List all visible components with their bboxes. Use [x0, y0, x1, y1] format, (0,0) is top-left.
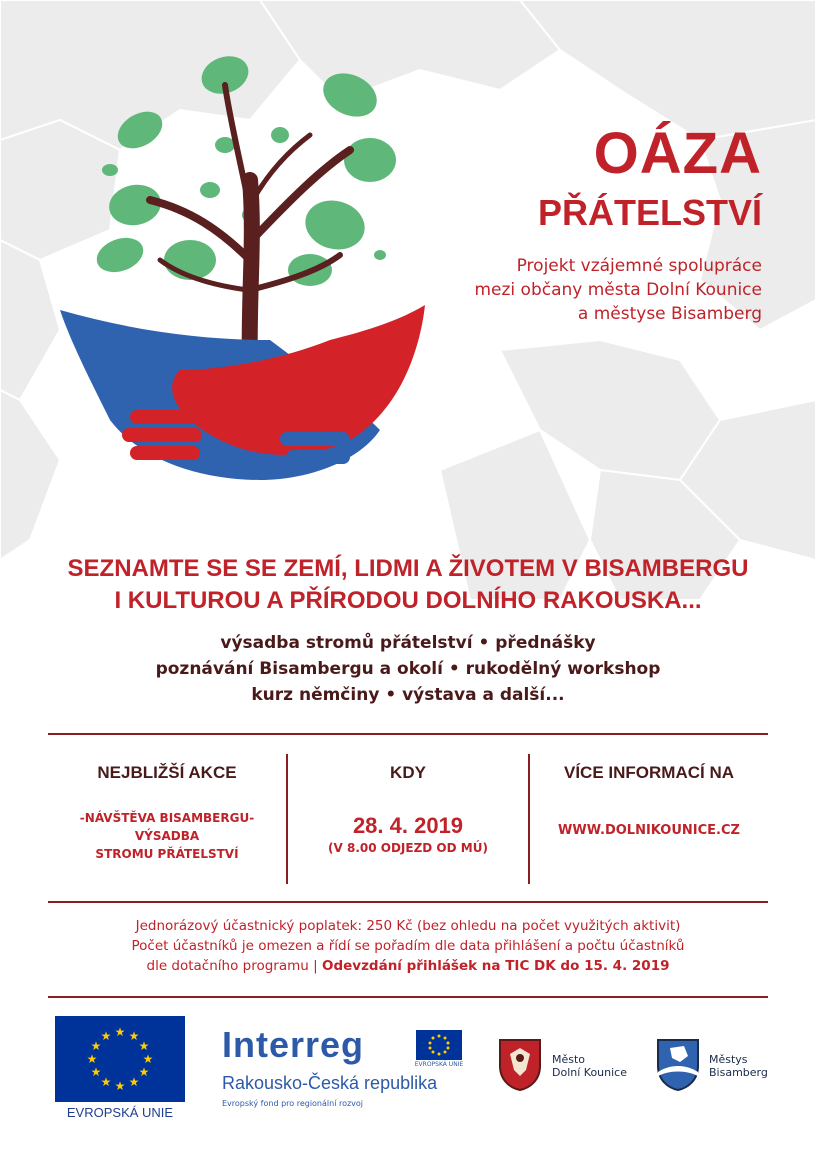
eu-flag-icon	[55, 1016, 185, 1102]
project-subtitle	[474, 254, 762, 326]
svg-text:★: ★	[114, 1025, 126, 1039]
svg-text:★: ★	[138, 1065, 150, 1079]
divider-middle	[48, 901, 768, 903]
main-headline	[0, 553, 816, 617]
crest-label-line: Město	[552, 1053, 586, 1066]
subtitle-line: Projekt vzájemné spolupráce	[516, 256, 762, 276]
svg-text:★: ★	[128, 1075, 140, 1089]
more-info-column	[530, 763, 768, 838]
next-event-column	[48, 763, 286, 863]
svg-text:★: ★	[90, 1039, 102, 1053]
deadline-note	[0, 956, 816, 976]
dolni-kounice-label	[552, 1053, 627, 1079]
svg-text:★: ★	[114, 1079, 126, 1093]
crest-label-line: Dolní Kounice	[552, 1066, 627, 1079]
svg-text:★: ★	[128, 1029, 140, 1043]
title-oaza: OÁZA	[593, 121, 762, 186]
activities-line: kurz němčiny • výstava a další...	[251, 685, 565, 705]
dolni-kounice-crest-icon	[496, 1036, 544, 1092]
next-event-heading: NEJBLIŽŠÍ AKCE	[97, 763, 237, 782]
interreg-flag-label: EVROPSKÁ UNIE	[414, 1061, 464, 1068]
interreg-subtitle: Rakousko-Česká republika	[222, 1073, 438, 1093]
activities-line: výsadba stromů přátelství • přednášky	[220, 633, 596, 653]
when-heading: KDY	[390, 763, 426, 782]
divider-top	[48, 733, 768, 735]
next-event-name	[48, 809, 286, 863]
subtitle-line: a městyse Bisamberg	[577, 304, 762, 324]
interreg-fund-label: Evropský fond pro regionální rozvoj	[222, 1099, 364, 1108]
fee-note: Jednorázový účastnický poplatek: 250 Kč (bez ohledu na počet využitých aktivit)	[135, 918, 681, 934]
svg-text:★: ★	[86, 1052, 98, 1066]
svg-text:★: ★	[100, 1029, 112, 1043]
headline-line: SEZNAMTE SE SE ZEMÍ, LIDMI A ŽIVOTEM V BISAMBERGU	[67, 555, 749, 582]
eu-label: EVROPSKÁ UNIE	[66, 1105, 174, 1120]
event-line: -NÁVŠTĚVA BISAMBERGU-	[79, 811, 255, 825]
crest-label-line: Městys	[709, 1053, 748, 1066]
more-info-heading: VÍCE INFORMACÍ NA	[564, 763, 734, 782]
interreg-eu-flag-icon	[416, 1030, 462, 1060]
activities-list	[0, 630, 816, 708]
divider-bottom	[48, 996, 768, 998]
bisamberg-crest-icon	[654, 1036, 702, 1092]
event-line: STROMU PŘÁTELSTVÍ	[95, 847, 239, 861]
svg-text:★: ★	[142, 1052, 154, 1066]
event-date: 28. 4. 2019	[352, 813, 464, 838]
activities-line: poznávání Bisambergu a okolí • rukodělný workshop	[155, 659, 661, 679]
when-column	[288, 763, 528, 855]
bisamberg-label	[709, 1053, 768, 1079]
application-deadline: Odevzdání přihlášek na TIC DK do 15. 4. 2019	[321, 958, 670, 974]
friendship-tree-handshake-logo	[50, 40, 450, 510]
crest-label-line: Bisamberg	[709, 1066, 768, 1079]
program-note: dle dotačního programu |	[146, 958, 322, 974]
svg-text:★: ★	[90, 1065, 102, 1079]
headline-line: I KULTUROU A PŘÍRODOU DOLNÍHO RAKOUSKA...	[114, 587, 702, 614]
subtitle-line: mezi občany města Dolní Kounice	[474, 280, 762, 300]
svg-text:★: ★	[138, 1039, 150, 1053]
svg-text:★: ★	[100, 1075, 112, 1089]
interreg-logo-text: Interreg	[222, 1024, 365, 1065]
departure-note: (V 8.00 ODJEZD OD MÚ)	[328, 841, 488, 855]
event-line: VÝSADBA	[134, 829, 200, 843]
capacity-note: Počet účastníků je omezen a řídí se pořadím dle data přihlášení a počtu účastníků	[131, 938, 685, 954]
website-link[interactable]: WWW.DOLNIKOUNICE.CZ	[558, 823, 740, 838]
title-pratelstvi: PŘÁTELSTVÍ	[537, 192, 762, 233]
participation-notes	[0, 916, 816, 976]
